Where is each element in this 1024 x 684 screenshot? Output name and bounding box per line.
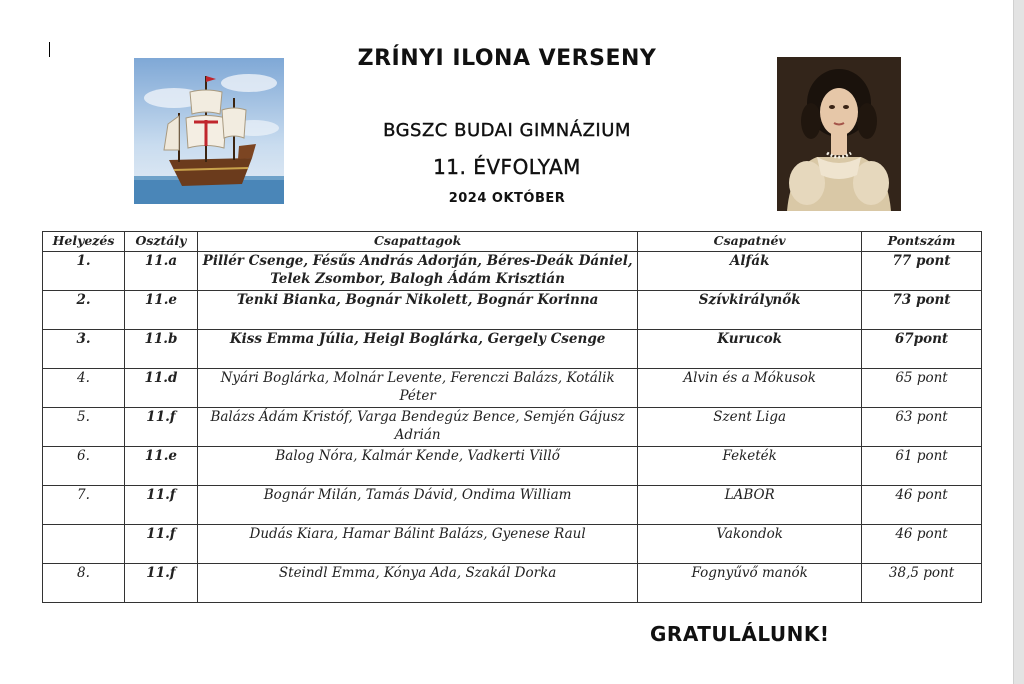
- members-cell: Nyári Boglárka, Molnár Levente, Ferenczi Balázs, Kotálik Péter: [197, 369, 637, 408]
- congratulations-text: GRATULÁLUNK!: [650, 622, 830, 646]
- points-cell: 65 pont: [862, 369, 982, 408]
- points-cell: 67pont: [862, 330, 982, 369]
- team-cell: Szívkirálynők: [638, 291, 862, 330]
- place-cell: 5.: [43, 408, 125, 447]
- team-cell: Vakondok: [638, 525, 862, 564]
- header-place: Helyezés: [43, 232, 125, 252]
- points-cell: 46 pont: [862, 525, 982, 564]
- points-cell: 46 pont: [862, 486, 982, 525]
- team-cell: Alvin és a Mókusok: [638, 369, 862, 408]
- team-cell: Feketék: [638, 447, 862, 486]
- members-cell: Dudás Kiara, Hamar Bálint Balázs, Gyenese Raul: [197, 525, 637, 564]
- members-cell: Pillér Csenge, Fésűs András Adorján, Béres-Deák Dániel, Telek Zsombor, Balogh Ádám Krisztián: [197, 252, 637, 291]
- team-cell: Alfák: [638, 252, 862, 291]
- table-row: [43, 291, 982, 330]
- place-cell: 2.: [43, 291, 125, 330]
- document-title: ZRÍNYI ILONA VERSENY: [357, 46, 657, 71]
- team-cell: Kurucok: [638, 330, 862, 369]
- place-cell: 4.: [43, 369, 125, 408]
- place-cell: 6.: [43, 447, 125, 486]
- members-cell: Steindl Emma, Kónya Ada, Szakál Dorka: [197, 564, 637, 603]
- table-row: [43, 447, 982, 486]
- members-cell: Kiss Emma Júlia, Heigl Boglárka, Gergely Csenge: [197, 330, 637, 369]
- table-row: [43, 330, 982, 369]
- points-cell: 77 pont: [862, 252, 982, 291]
- class-cell: 11.d: [124, 369, 197, 408]
- table-row: [43, 369, 982, 408]
- team-cell: Fognyűvő manók: [638, 564, 862, 603]
- table-header-row: [43, 232, 982, 252]
- class-cell: 11.e: [124, 291, 197, 330]
- place-cell: 8.: [43, 564, 125, 603]
- table-row: [43, 525, 982, 564]
- header-class: Osztály: [124, 232, 197, 252]
- members-cell: Bognár Milán, Tamás Dávid, Ondima William: [197, 486, 637, 525]
- table-row: [43, 252, 982, 291]
- class-cell: 11.f: [124, 525, 197, 564]
- class-cell: 11.f: [124, 486, 197, 525]
- members-cell: Balázs Ádám Kristóf, Varga Bendegúz Bence, Semjén Gájusz Adrián: [197, 408, 637, 447]
- results-table: [42, 231, 982, 603]
- class-cell: 11.f: [124, 408, 197, 447]
- points-cell: 38,5 pont: [862, 564, 982, 603]
- date-heading: 2024 OKTÓBER: [448, 191, 566, 206]
- vertical-scrollbar[interactable]: [1013, 0, 1024, 684]
- class-cell: 11.f: [124, 564, 197, 603]
- team-cell: LABOR: [638, 486, 862, 525]
- team-cell: Szent Liga: [638, 408, 862, 447]
- table-row: [43, 408, 982, 447]
- header-team: Csapatnév: [638, 232, 862, 252]
- class-cell: 11.e: [124, 447, 197, 486]
- points-cell: 61 pont: [862, 447, 982, 486]
- place-cell: 3.: [43, 330, 125, 369]
- points-cell: 73 pont: [862, 291, 982, 330]
- points-cell: 63 pont: [862, 408, 982, 447]
- header-members: Csapattagok: [197, 232, 637, 252]
- grade-heading: 11. ÉVFOLYAM: [433, 155, 581, 179]
- table-row: [43, 486, 982, 525]
- members-cell: Balog Nóra, Kalmár Kende, Vadkerti Villő: [197, 447, 637, 486]
- class-cell: 11.b: [124, 330, 197, 369]
- place-cell: 1.: [43, 252, 125, 291]
- header-points: Pontszám: [862, 232, 982, 252]
- place-cell: 7.: [43, 486, 125, 525]
- place-cell: [43, 525, 125, 564]
- class-cell: 11.a: [124, 252, 197, 291]
- table-row: [43, 564, 982, 603]
- members-cell: Tenki Bianka, Bognár Nikolett, Bognár Korinna: [197, 291, 637, 330]
- school-name: BGSZC BUDAI GIMNÁZIUM: [383, 120, 631, 141]
